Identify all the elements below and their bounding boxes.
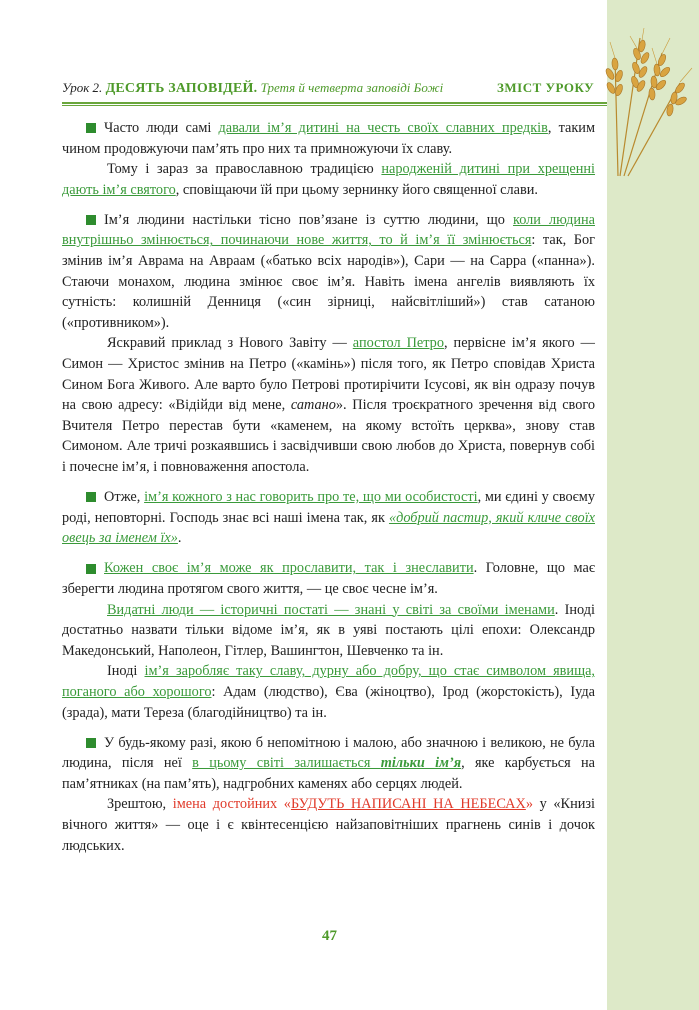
paragraph-1: Часто люди самі давали ім’я дитині на честь своїх славних предків, таким чином продовжуючи пам’ять про них та примножуючи їх славу. xyxy=(62,120,595,157)
lesson-subtitle: Третя й четверта заповіді Божі xyxy=(260,80,444,95)
paragraph-10: Зрештою, імена достойних «БУДУТЬ НАПИСАНІ НА НЕБЕСАХ» у «Книзі вічного життя» — оце і є квінтесенцією найзаповітніших прагнень синів і дочок людських. xyxy=(62,796,595,854)
paragraph-4: Яскравий приклад з Нового Завіту — апостол Петро, первісне ім’я якого — Симон — Христос змінив на Петро («камінь») після того, як Петро сповідав Христа Сином Бога Живого. Але варто було Петрові протирічити Ісусові, як він одразу почув на свою адресу: «Відійди від мене, сатано». Після троєкратного зречення від свого Вчителя Петро перестав бути «каменем, на якому встоїть церква», знову став Симоном. Але тричі розкаявшись і засвідчивши свою любов до Христа, повернув собі і почесне ім’я, і повноваження апостола. xyxy=(62,335,595,475)
bullet-icon xyxy=(86,123,96,133)
page-body xyxy=(62,118,595,866)
bullet-icon xyxy=(86,215,96,225)
highlight-link[interactable]: ім’я заробляє таку славу, дурну або добру, що стає символом явища, поганого або хорошого xyxy=(62,663,595,700)
highlight-link[interactable]: ім’я кожного з нас говорить про те, що ми особистості xyxy=(144,489,478,506)
wheat-ears-image xyxy=(600,28,699,178)
red-highlight[interactable]: БУДУТЬ НАПИСАНІ НА НЕБЕСАХ xyxy=(290,796,526,813)
bullet-icon xyxy=(86,564,96,574)
highlight-link[interactable]: коли людина внутрішньо змінюється, починаючи нове життя, то й ім’я її змінюється xyxy=(62,211,595,249)
highlight-link[interactable]: народженій дитині при хрещенні дають ім’я святого xyxy=(62,161,596,198)
paragraph-2: Тому і зараз за православною традицією народженій дитині при хрещенні дають ім’я святого, сповіщаючи їй при цьому зернинку його священної слави. xyxy=(62,161,596,198)
quote-link[interactable]: «добрий пастир, який кличе своїх овець за іменем їх» xyxy=(62,509,596,547)
paragraph-7: Видатні люди — історичні постаті — знані у світі за своїми іменами. Іноді достатньо назвати тільки відоме ім’я, як в уяві постають цілі епохи: Олександр Македонський, Наполеон, Гітлер, Вашингтон, Шевченко та ін. xyxy=(62,601,595,659)
paragraph-5: Отже, ім’я кожного з нас говорить про те, що ми особистості, ми єдині у своєму роді, неповторні. Господь знає всі наші імена так, як «добрий пастир, який кличе своїх овець за іменем їх». xyxy=(62,489,596,547)
highlight-link[interactable]: Видатні люди — історичні постаті — знані у світі за своїми іменами xyxy=(107,601,555,618)
highlight-link[interactable]: апостол Петро xyxy=(352,335,444,352)
bullet-icon xyxy=(86,492,96,502)
paragraph-6: Кожен своє ім’я може як прославити, так і знеславити. Головне, що має зберегти людина протягом свого життя, — це своє чесне ім’я. xyxy=(62,560,595,597)
contents-link[interactable]: ЗМІСТ УРОКУ xyxy=(497,80,595,95)
highlight-link[interactable]: в цьому світі залишається xyxy=(192,755,381,772)
page-number: 47 xyxy=(322,928,337,944)
highlight-link-bold[interactable]: тільки ім’я xyxy=(380,755,462,772)
paragraph-3: Ім’я людини настільки тісно пов’язане із суттю людини, що коли людина внутрішньо змінюється, починаючи нове життя, то й ім’я її змінюється: так, Бог змінив ім’я Аврама на Авраам («батько всіх народів»), Сари — на Сарра («панна»). Стаючи монахом, людина змінює своє ім’я. Навіть імена ангелів виявляють їх сутність: колишній Денниця («син зірниці, найсвітліший») став сатаною («противником»). xyxy=(62,211,595,331)
lesson-title: ДЕСЯТЬ ЗАПОВІДЕЙ. xyxy=(105,81,258,96)
header-rule xyxy=(62,102,607,104)
highlight-link[interactable]: Кожен своє ім’я може як прославити, так і знеславити xyxy=(104,560,474,577)
lesson-number: Урок 2. xyxy=(62,80,103,95)
bullet-icon xyxy=(86,738,96,748)
paragraph-9: У будь-якому разі, якою б непомітною і малою, або значною і великою, не була людина, після неї в цьому світі залишається тільки ім’я, яке карбується на пам’ятниках (на пам’ять), надгробних каменях або серцях людей. xyxy=(62,734,595,792)
highlight-link[interactable]: давали ім’я дитині на честь своїх славних предків xyxy=(218,120,548,136)
header-rule-thin xyxy=(62,105,607,106)
paragraph-8: Іноді ім’я заробляє таку славу, дурну або добру, що стає символом явища, поганого або хорошого: Адам (людство), Єва (жіноцтво), Ірод (жорстокість), Іуда (зрада), мати Тереза (благодійництво) та ін. xyxy=(62,663,595,721)
